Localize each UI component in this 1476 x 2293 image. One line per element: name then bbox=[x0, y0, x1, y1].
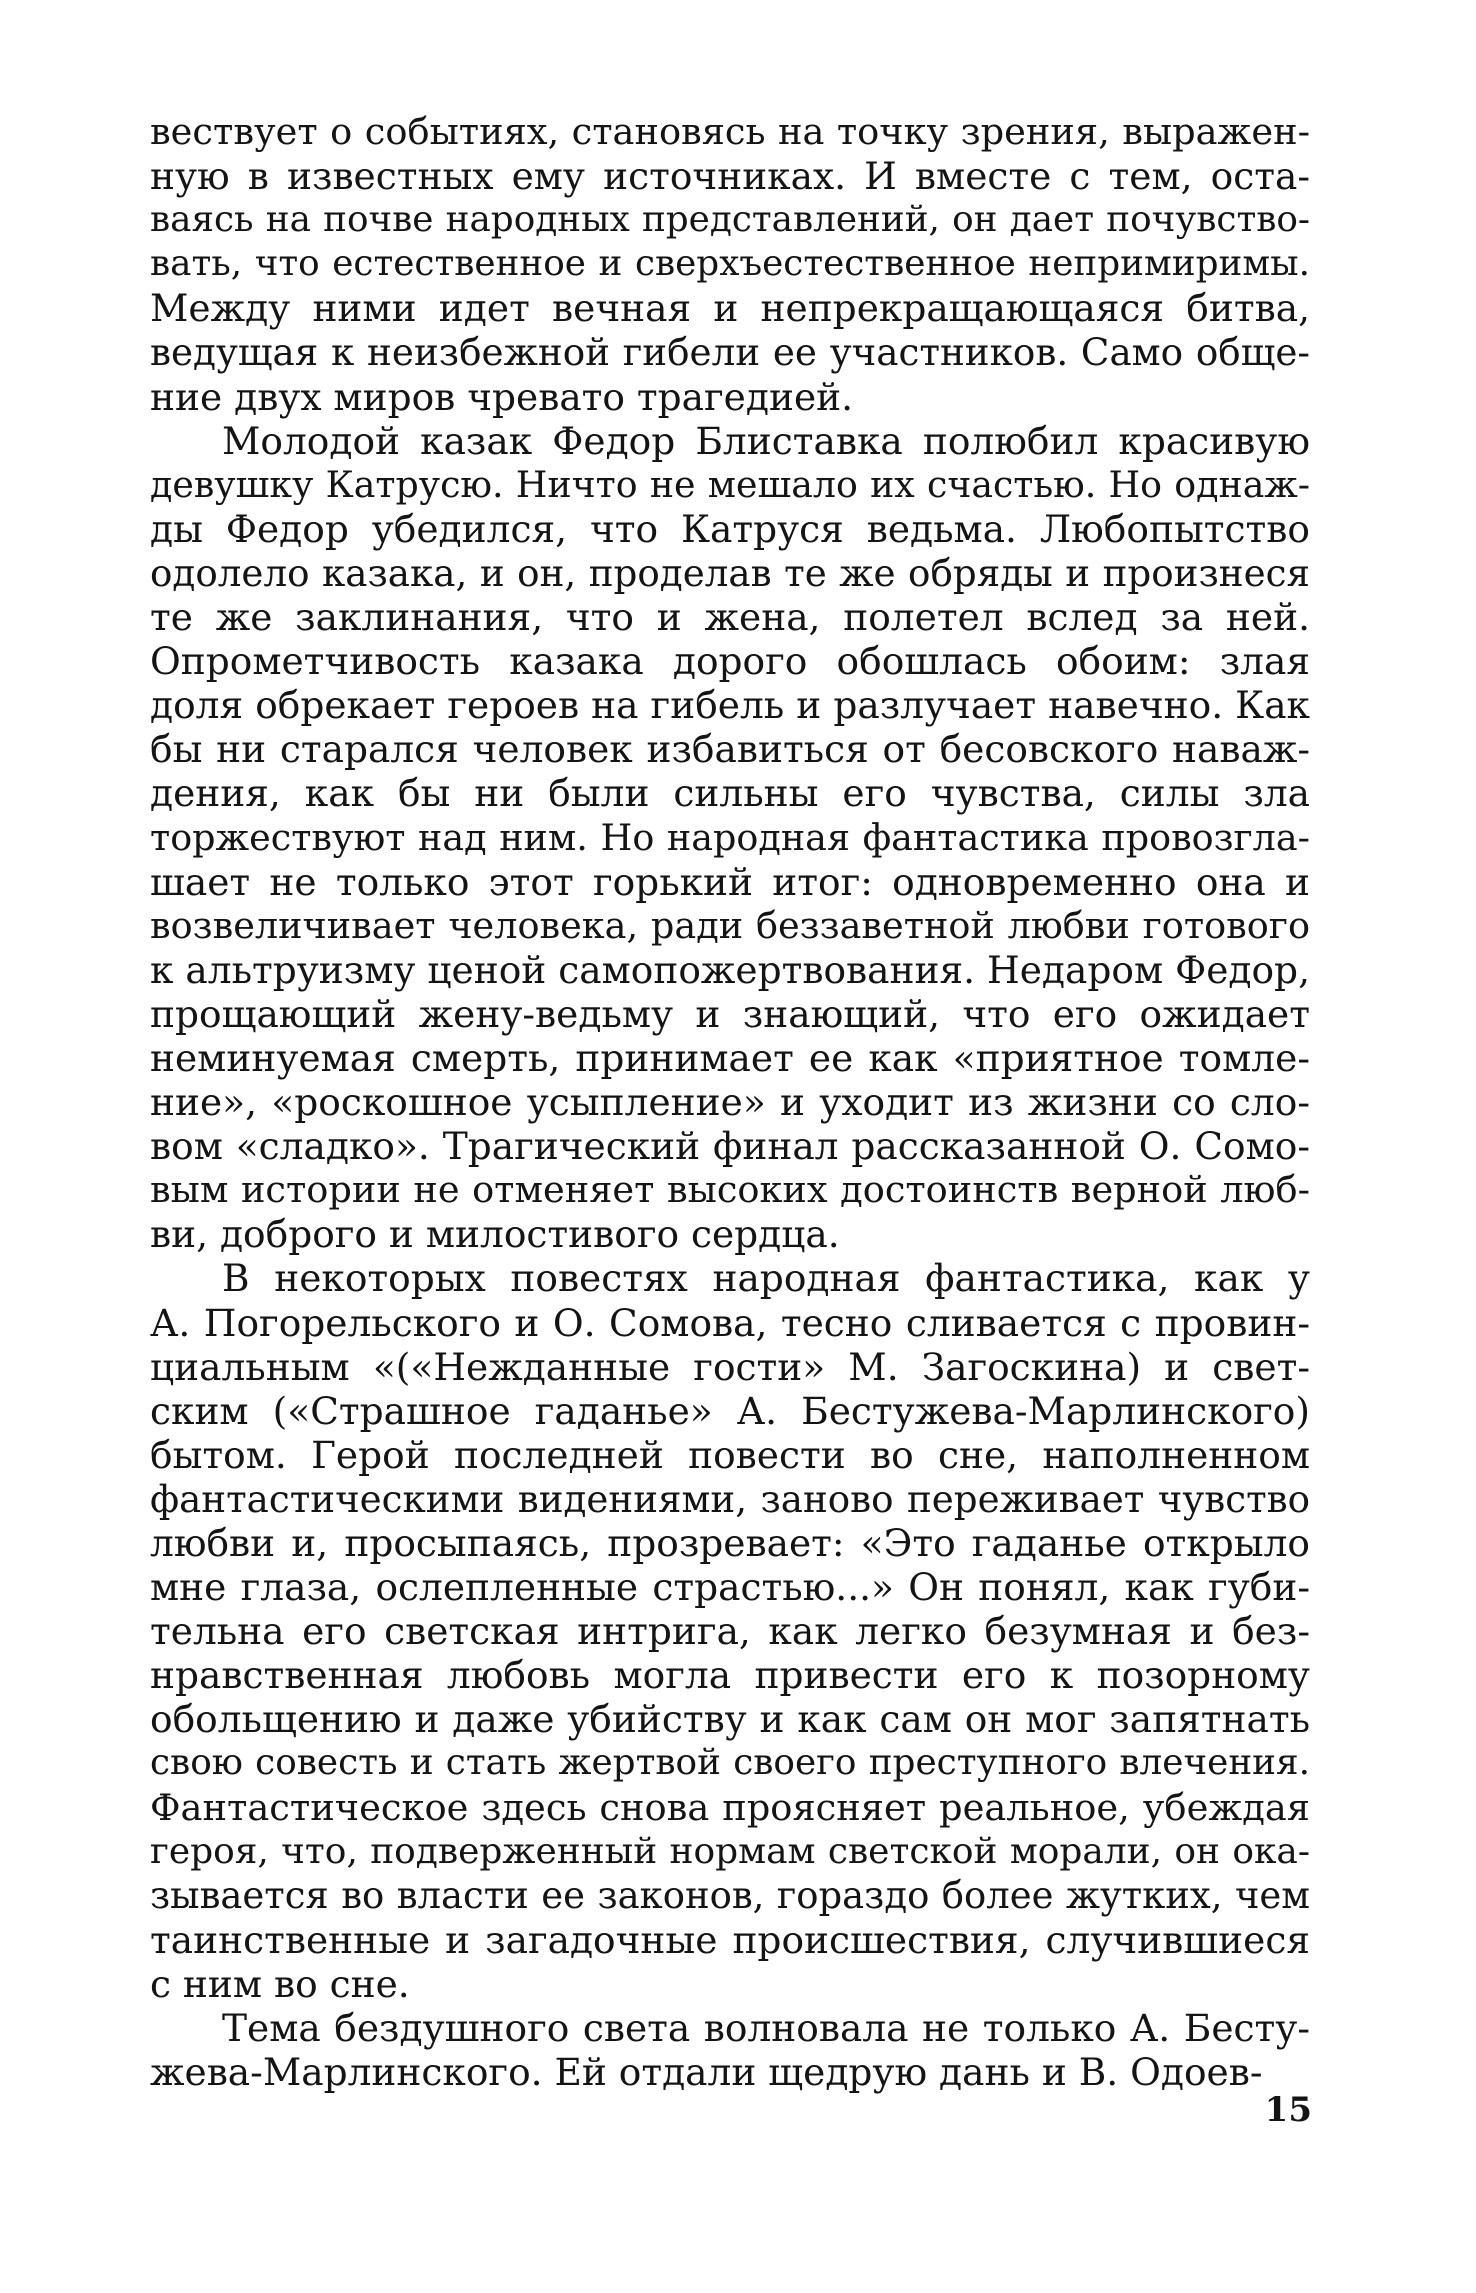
text-line: обольщению и даже убийству и как сам он мог запятнать bbox=[150, 1697, 1310, 1742]
text-line: ние двух миров чревато трагедией. bbox=[150, 374, 854, 419]
text-line: неминуемая смерть, принимает ее как «приятное томле- bbox=[150, 1035, 1310, 1080]
text-line: ви, доброго и милостивого сердца. bbox=[150, 1212, 840, 1257]
text-line: ную в известных ему источниках. И вместе с тем, оста- bbox=[150, 154, 1310, 199]
text-line: жева-Марлинского. Ей отдали щедрую дань и В. Одоев- bbox=[150, 2050, 1263, 2095]
text-line: бытом. Герой последней повести во сне, наполненном bbox=[150, 1432, 1310, 1477]
text-line: фантастическими видениями, заново переживает чувство bbox=[150, 1476, 1310, 1521]
text-line: дения, как бы ни были сильны его чувства, силы зла bbox=[150, 771, 1310, 816]
text-line: доля обрекает героев на гибель и разлучает навечно. Как bbox=[150, 683, 1310, 728]
text-line: тельна его светская интрига, как легко безумная и без- bbox=[150, 1609, 1310, 1654]
text-line: Фантастическое здесь снова проясняет реальное, убеждая bbox=[150, 1785, 1310, 1829]
text-line: вом «сладко». Трагический финал рассказанной О. Сомо- bbox=[150, 1124, 1310, 1169]
text-line: прощающий жену-ведьму и знающий, что его ожидает bbox=[150, 991, 1310, 1036]
text-line: свою совесть и стать жертвой своего преступного влечения. bbox=[150, 1742, 1310, 1784]
text-line: нравственная любовь могла привести его к позорному bbox=[150, 1653, 1310, 1698]
text-line: возвеличивает человека, ради беззаветной любви готового bbox=[150, 903, 1310, 947]
text-line: таинственные и загадочные происшествия, случившиеся bbox=[150, 1917, 1310, 1962]
body-text bbox=[150, 110, 1310, 2094]
text-line: А. Погорельского и О. Сомова, тесно сливается с провин- bbox=[150, 1300, 1310, 1345]
text-line: героя, что, подверженный нормам светской морали, он ока- bbox=[150, 1830, 1310, 1872]
text-line: вествует о событиях, становясь на точку зрения, выражен- bbox=[150, 110, 1310, 153]
text-line: мне глаза, ослепленные страстью...» Он понял, как губи- bbox=[150, 1565, 1310, 1610]
text-line: шает не только этот горький итог: одновременно она и bbox=[150, 859, 1310, 904]
text-line: зывается во власти ее законов, гораздо более жутких, чем bbox=[150, 1873, 1310, 1917]
paragraph bbox=[150, 419, 1310, 1257]
text-line: ние», «роскошное усыпление» и уходит из жизни со сло- bbox=[150, 1080, 1310, 1125]
text-line: вым истории не отменяет высоких достоинств верной люб- bbox=[150, 1168, 1310, 1212]
text-line: Тема бездушного света волновала не только А. Бесту- bbox=[222, 2006, 1310, 2051]
text-line: ваясь на почве народных представлений, он дает почувство- bbox=[150, 199, 1310, 241]
text-line: к альтруизму ценой самопожертвования. Недаром Федор, bbox=[150, 947, 1310, 992]
text-line: вать, что естественное и сверхъестественное непримиримы. bbox=[150, 243, 1310, 285]
text-line: циальным «(«Нежданные гости» М. Загоскина) и свет- bbox=[150, 1344, 1310, 1389]
text-line: ским («Страшное гаданье» А. Бестужева-Марлинского) bbox=[150, 1388, 1310, 1433]
text-line: с ним во сне. bbox=[150, 1961, 410, 2006]
text-line: Молодой казак Федор Блиставка полюбил красивую bbox=[222, 418, 1310, 463]
text-line: любви и, просыпаясь, прозревает: «Это гаданье открыло bbox=[150, 1521, 1310, 1565]
text-line: Между ними идет вечная и непрекращающаяся битва, bbox=[150, 286, 1310, 331]
page-number: 15 bbox=[1264, 2090, 1312, 2130]
text-line: одолело казака, и он, проделав те же обряды и произнеся bbox=[150, 550, 1310, 595]
text-line: ведущая к неизбежной гибели ее участников. Само обще- bbox=[150, 330, 1310, 375]
paragraph bbox=[150, 110, 1310, 419]
text-line: торжествуют над ним. Но народная фантастика провозгла- bbox=[150, 815, 1310, 859]
paragraph bbox=[150, 1256, 1310, 2006]
text-line: те же заклинания, что и жена, полетел вслед за ней. bbox=[150, 595, 1310, 640]
paragraph bbox=[150, 2006, 1310, 2094]
text-line: В некоторых повестях народная фантастика, как у bbox=[222, 1256, 1310, 1301]
text-line: ды Федор убедился, что Катруся ведьма. Любопытство bbox=[150, 506, 1310, 551]
text-line: девушку Катрусю. Ничто не мешало их счастью. Но однаж- bbox=[150, 462, 1310, 506]
text-line: Опрометчивость казака дорого обошлась обоим: злая bbox=[150, 639, 1310, 684]
text-line: бы ни старался человек избавиться от бесовского наваж- bbox=[150, 727, 1310, 772]
